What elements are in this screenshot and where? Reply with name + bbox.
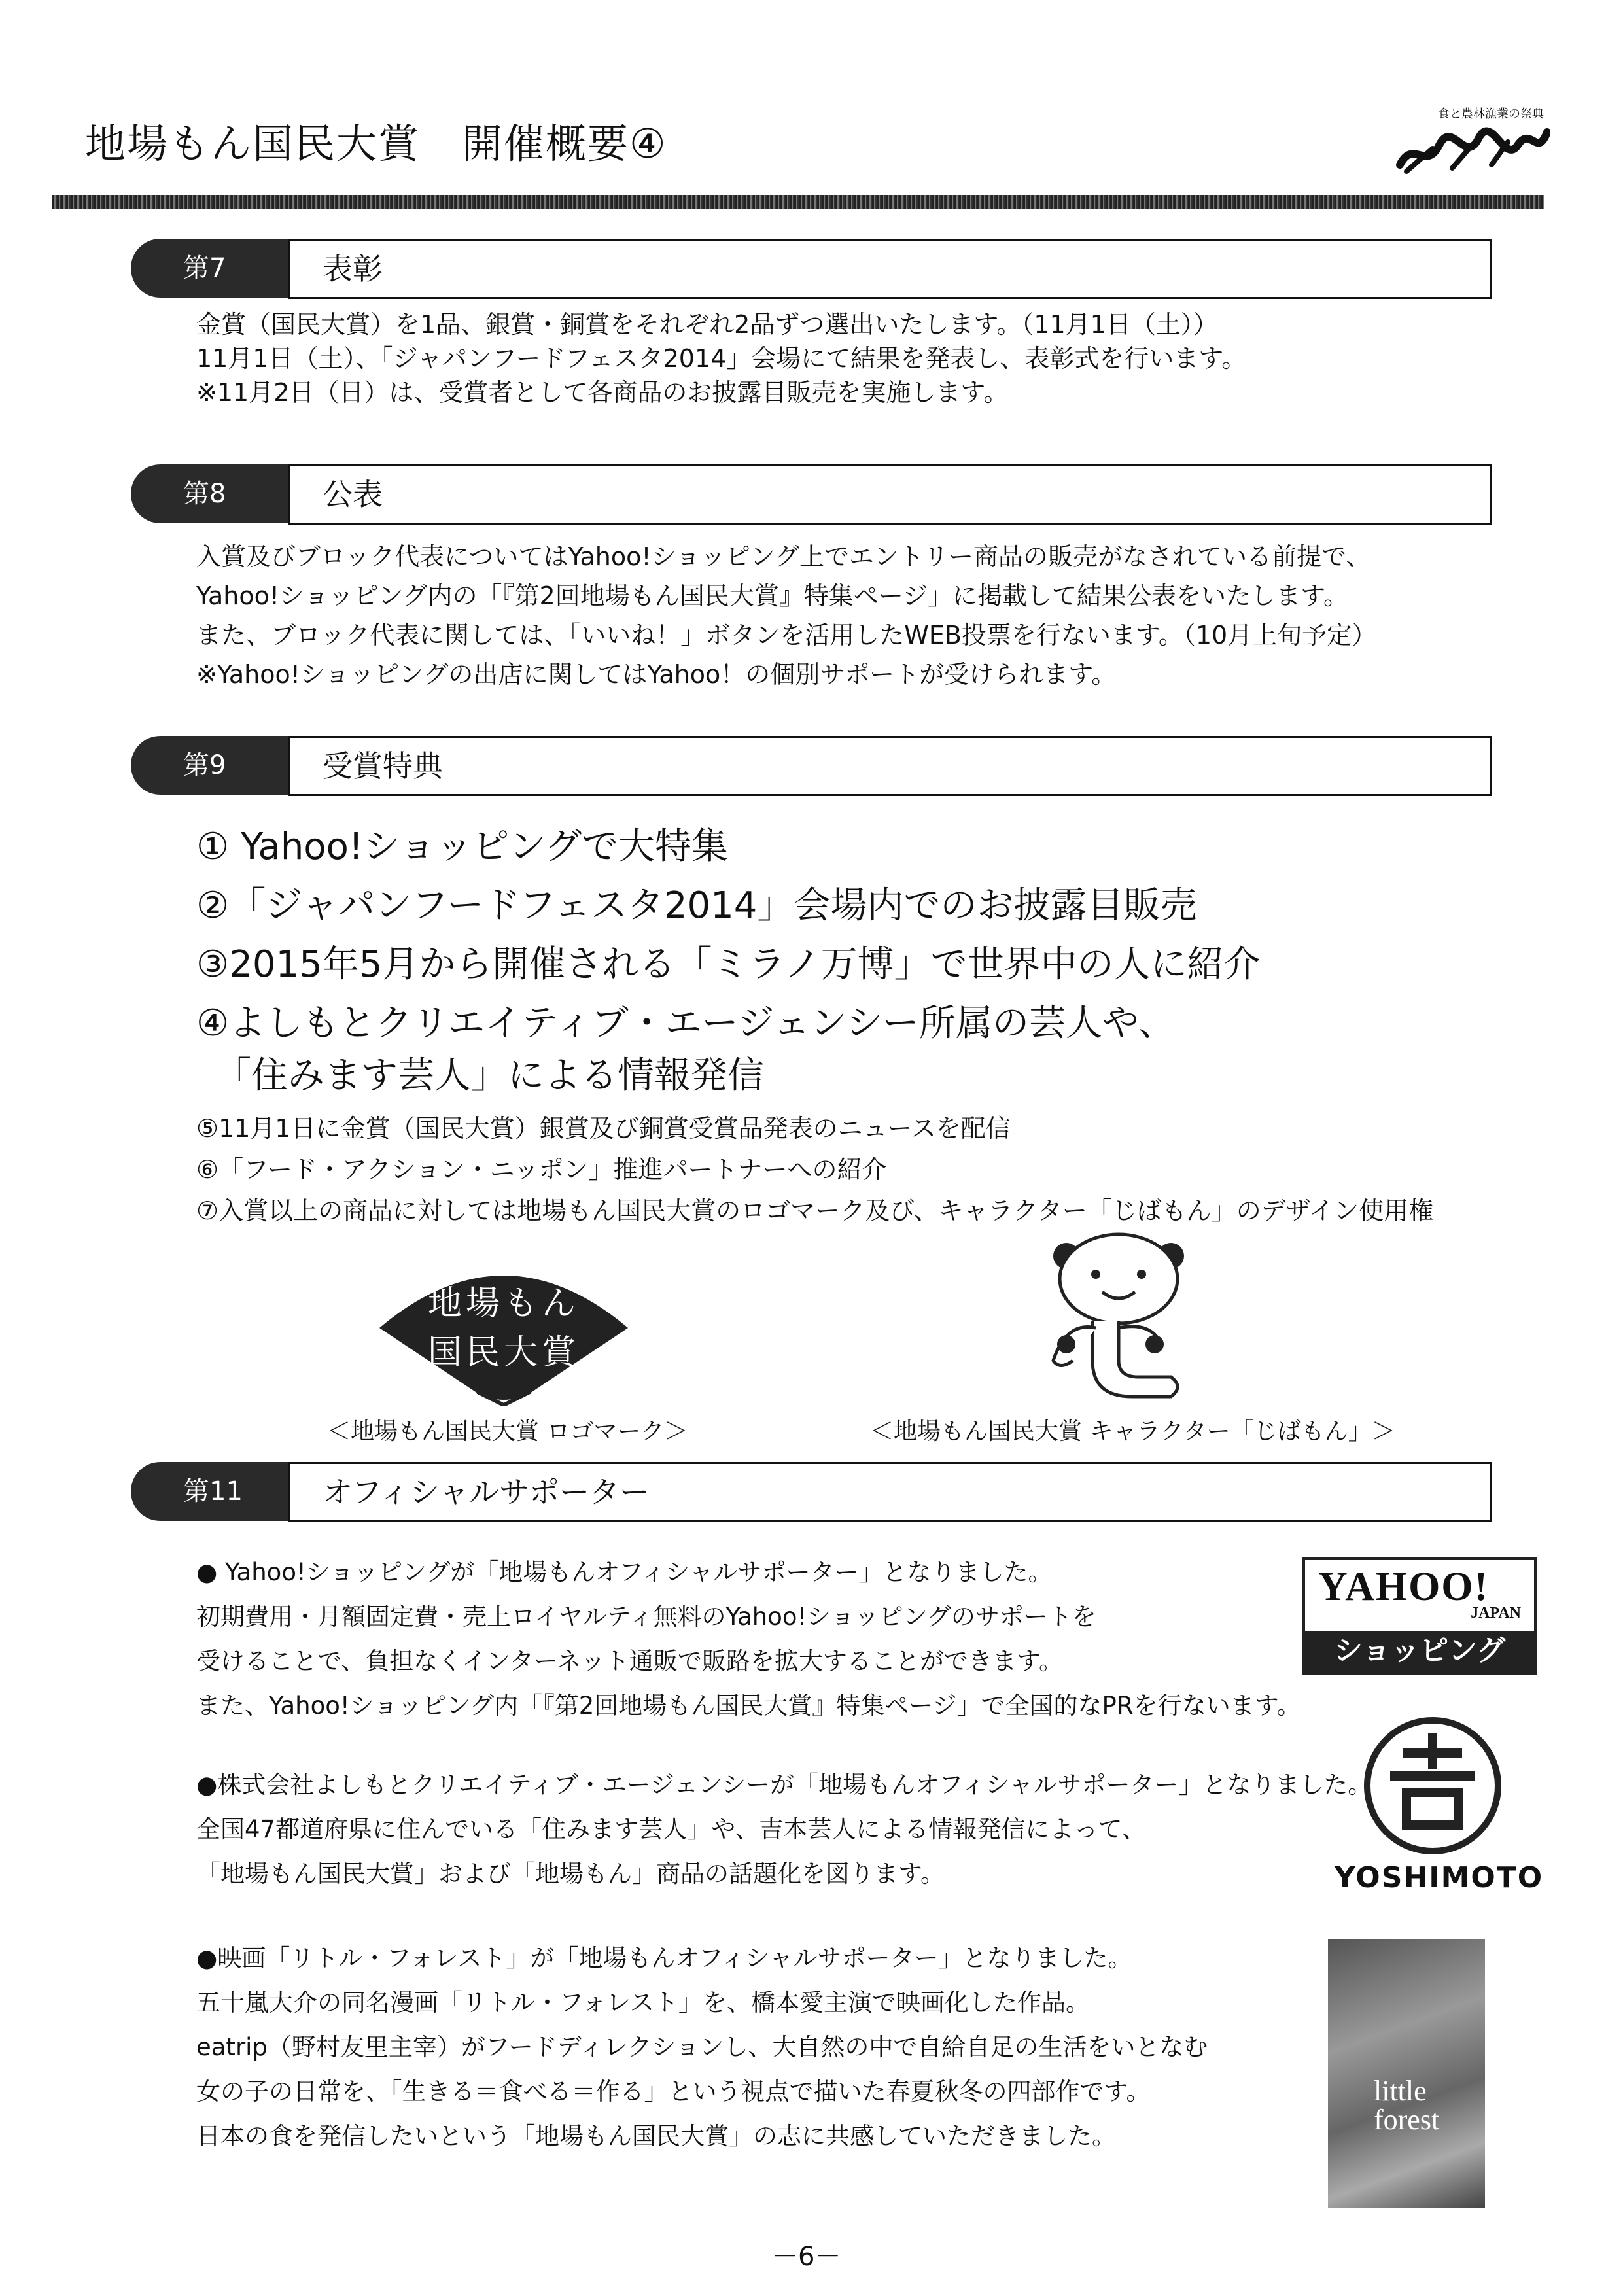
header-rule [52,195,1544,209]
yoshimoto-emblem-icon [1361,1714,1505,1858]
section-9-number: 第9 [131,736,301,795]
movie-line: 五十嵐大介の同名漫画「リトル・フォレスト」を、橋本愛主演で映画化した作品。 [196,1989,1091,2017]
section-7-line: 金賞（国民大賞）を1品、銀賞・銅賞をそれぞれ2品ずつ選出いたします。（11月1日（土）） [196,310,1218,339]
movie-line: 日本の食を発信したいという「地場もん国民大賞」の志に共感していただきました。 [196,2122,1116,2150]
yahoo-shopping-logo [1302,1557,1537,1675]
section-8-line: また、ブロック代表に関しては、「いいね！」ボタンを活用したWEB投票を行ないます。（10月上旬予定） [196,621,1377,650]
movie-line: ●映画「リトル・フォレスト」が「地場もんオフィシャルサポーター」となりました。 [196,1944,1132,1972]
section-9-header [131,736,1492,795]
section-8-heading: 公表 [288,464,1492,525]
yahoo-line: 受けることで、負担なくインターネット通販で販路を拡大することができます。 [196,1647,1063,1675]
yahoo-logo-band: ショッピング [1305,1631,1534,1671]
benefit-item: ④よしもとクリエイティブ・エージェンシー所属の芸人や、 [196,1002,1175,1045]
section-7-number: 第7 [131,239,301,298]
yoshimoto-wordmark: YOSHIMOTO [1335,1861,1544,1894]
section-7-line: ※11月2日（日）は、受賞者として各商品のお披露目販売を実施します。 [196,378,1009,407]
section-11-number: 第11 [131,1462,301,1521]
benefit-item: ③2015年5月から開催される「ミラノ万博」で世界中の人に紹介 [196,943,1261,986]
jibamon-character [1040,1230,1197,1406]
logo-text-bottom: 国民大賞 [427,1333,580,1372]
yahoo-line: また、Yahoo!ショッピング内「『第2回地場もん国民大賞』特集ページ」で全国的なPRを行ないます。 [196,1692,1301,1720]
section-8-number: 第8 [131,464,301,523]
yoshimoto-line: 全国47都道府県に住んでいる「住みます芸人」や、吉本芸人による情報発信によって、 [196,1815,1146,1843]
section-8-line: Yahoo!ショッピング内の「『第2回地場もん国民大賞』特集ページ」に掲載して結果公表をいたします。 [196,582,1348,610]
section-11-heading: オフィシャルサポーター [288,1462,1492,1522]
movie-line: 女の子の日常を、「生きる＝食べる＝作る」という視点で描いた春夏秋冬の四部作です。 [196,2078,1151,2106]
benefit-item: ① Yahoo!ショッピングで大特集 [196,826,729,868]
yoshimoto-emblem [1361,1714,1505,1858]
jibamon-character-icon [1040,1230,1197,1406]
poster-title: little forest [1374,2075,1440,2136]
jibamon-logo-mark [366,1249,641,1406]
yoshimoto-line: ●株式会社よしもとクリエイティブ・エージェンシーが「地場もんオフィシャルサポーター」となりました。 [196,1771,1372,1799]
section-7-header [131,239,1492,298]
little-forest-poster [1328,1939,1485,2208]
yoshimoto-line: 「地場もん国民大賞」および「地場もん」商品の話題化を図ります。 [196,1860,945,1888]
section-8-line: ※Yahoo!ショッピングの出店に関してはYahoo！の個別サポートが受けられます。 [196,660,1117,689]
yahoo-line: ● Yahoo!ショッピングが「地場もんオフィシャルサポーター」となりました。 [196,1558,1053,1586]
section-7-heading: 表彰 [288,239,1492,299]
logo-text-top: 地場もん [427,1284,580,1323]
festival-logo-brush-icon [1393,119,1550,184]
festival-logo-caption: 食と農林漁業の祭典 [1438,107,1544,121]
section-9-heading: 受賞特典 [288,736,1492,796]
benefit-item-small: ⑤11月1日に金賞（国民大賞）銀賞及び銅賞受賞品発表のニュースを配信 [196,1114,1011,1143]
yahoo-line: 初期費用・月額固定費・売上ロイヤルティ無料のYahoo!ショッピングのサポートを [196,1603,1096,1631]
logo-caption: ＜地場もん国民大賞 ロゴマーク＞ [327,1418,688,1445]
section-11-header [131,1462,1492,1521]
section-8-header [131,464,1492,523]
benefit-item: ②「ジャパンフードフェスタ2014」会場内でのお披露目販売 [196,884,1197,927]
benefit-item-small: ⑦入賞以上の商品に対しては地場もん国民大賞のロゴマーク及び、キャラクター「じばもん」のデザイン使用権 [196,1196,1434,1225]
yahoo-logo-main: YAHOO! [1318,1565,1490,1609]
festival-logo [1393,105,1550,183]
section-8-line: 入賞及びブロック代表についてはYahoo!ショッピング上でエントリー商品の販売がなされている前提で、 [196,542,1371,571]
movie-line: eatrip（野村友里主宰）がフードディレクションし、大自然の中で自給自足の生活をいとなむ [196,2033,1208,2061]
character-caption: ＜地場もん国民大賞 キャラクター「じばもん」＞ [870,1418,1395,1445]
section-7-line: 11月1日（土）、「ジャパンフードフェスタ2014」会場にて結果を発表し、表彰式を行います。 [196,344,1247,373]
benefit-item-small: ⑥「フード・アクション・ニッポン」推進パートナーへの紹介 [196,1155,887,1184]
page-number: －6－ [772,2242,841,2272]
page-title: 地場もん国民大賞 開催概要④ [85,120,667,167]
benefit-item: 「住みます芸人」による情報発信 [196,1054,764,1097]
yahoo-logo-sub: JAPAN [1471,1605,1521,1622]
